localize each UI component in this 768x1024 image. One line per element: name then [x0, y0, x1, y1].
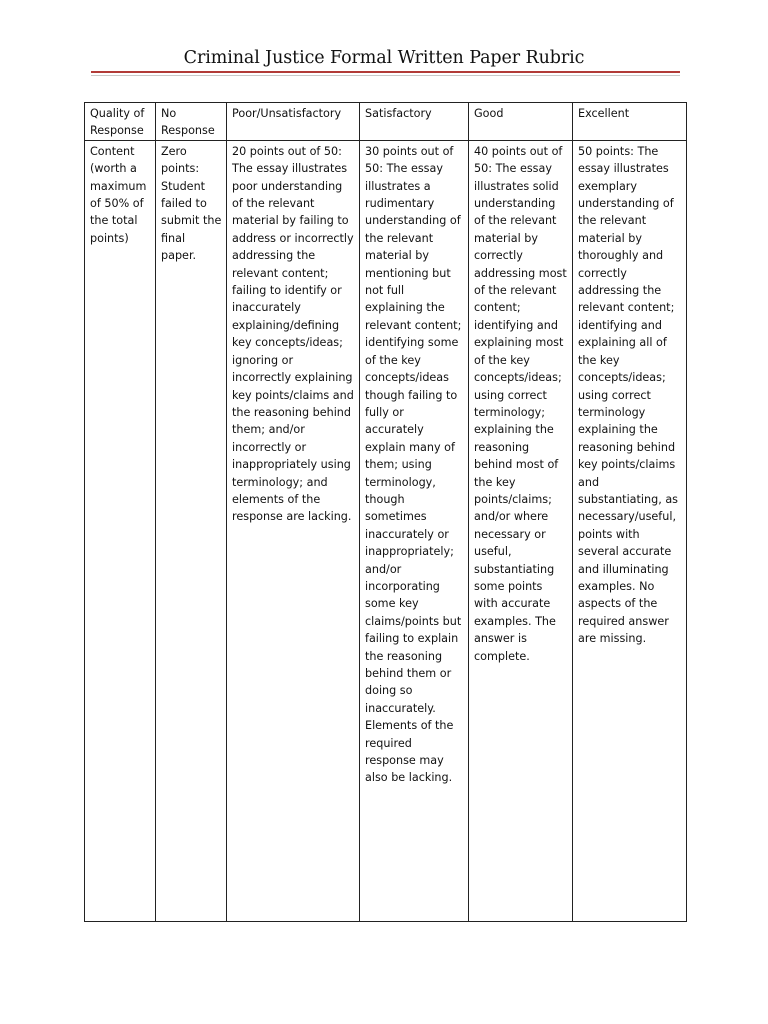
satisfactory-description: The essay illustrates a rudimentary understanding of the relevant material by mentioning but not full explaining the relevant content; identifying some of the key concepts/ideas though failing to fully or accurately explain many of them; using terminology, though sometimes inaccurately or inappropriately; and/or incorporating some key claims/points but failing to explain the reasoning behind them or doing so inaccurately. Elements of the required response may also be lacking.: [365, 162, 462, 785]
page-title: Criminal Justice Formal Written Paper Rubric: [183, 48, 585, 68]
satisfactory-points: 30 points out of 50:: [365, 144, 454, 176]
header-excellent: Excellent: [573, 103, 687, 141]
title-underline-shadow: [91, 75, 680, 76]
header-poor-unsatisfactory: Poor/Unsatisfactory: [227, 103, 360, 141]
good-description: The essay illustrates solid understanding of the relevant material by correctly addressing most of the relevant content; identifying and explaining most of the key concepts/ideas; using correct terminology; explaining the reasoning behind most of the key points/claims; and/or where necessary or useful, substantiating some points with accurate examples. The answer is complete.: [474, 162, 567, 663]
rubric-table: [84, 102, 687, 922]
header-quality-of-response: Quality of Response: [85, 103, 156, 141]
content-row: [85, 140, 687, 921]
title-underline: [91, 71, 680, 73]
header-no-response: No Response: [156, 103, 227, 141]
good-points: 40 points out of 50:: [474, 144, 563, 176]
poor-description: The essay illustrates poor understanding of the relevant material by failing to address or incorrectly addressing the relevant content; failing to identify or inaccurately explaining/defining key concepts/ideas; ignoring or incorrectly explaining key points/claims and the reasoning behind them; and/or incorrectly or inappropriately using terminology; and elements of the response are lacking.: [232, 162, 354, 524]
poor-cell: [227, 140, 360, 921]
header-satisfactory: Satisfactory: [360, 103, 469, 141]
excellent-points: 50 points:: [578, 144, 634, 158]
header-row: [85, 103, 687, 141]
content-criterion-cell: Content (worth a maximum of 50% of the total points): [85, 140, 156, 921]
excellent-description: The essay illustrates exemplary understanding of the relevant material by thoroughly and correctly addressing the relevant content; identifying and explaining all of the key concepts/ideas; using correct terminology explaining the reasoning behind key points/claims and substantiating, as necessary/useful, points with several accurate and illuminating examples. No aspects of the required answer are missing.: [578, 144, 679, 646]
no-response-cell: Zero points: Student failed to submit the final paper.: [156, 140, 227, 921]
satisfactory-cell: [360, 140, 469, 921]
excellent-cell: [573, 140, 687, 921]
poor-points: 20 points out of 50:: [232, 144, 342, 158]
good-cell: [469, 140, 573, 921]
header-good: Good: [469, 103, 573, 141]
